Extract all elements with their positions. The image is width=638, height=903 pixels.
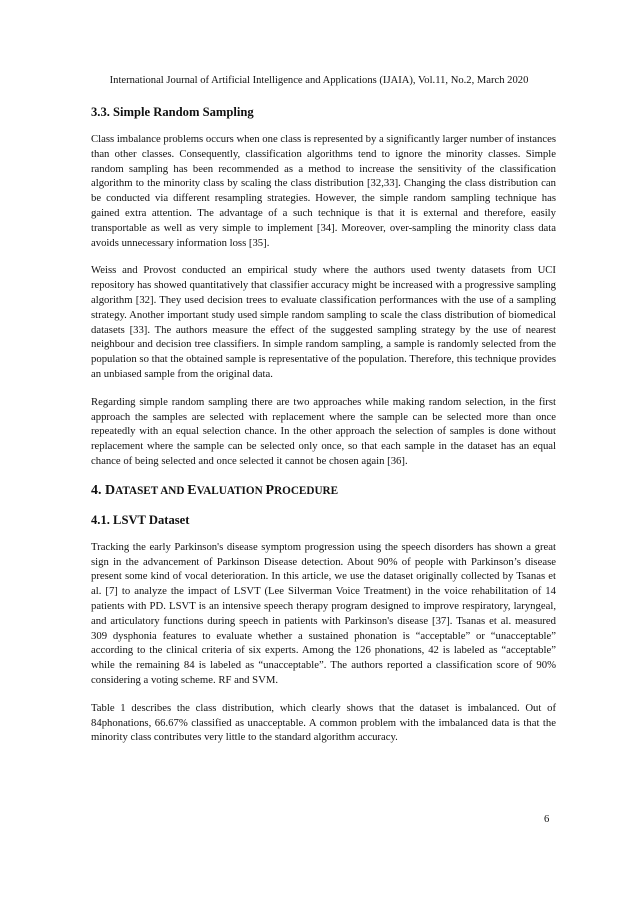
section-4-1-heading: 4.1. LSVT Dataset bbox=[91, 512, 190, 527]
running-header: International Journal of Artificial Intelligence and Applications (IJAIA), Vol.11, No.2, March 2020 bbox=[109, 75, 529, 86]
section-3-3-paragraph-2: Weiss and Provost conducted an empirical study where the authors used twenty datasets from UCI repository has showed quantitatively that classifier accuracy might be increased with a progressive sampling algorithm [32]. They used decision trees to evaluate classification performances with the use of a sampling strategy. Another important study used simple random sampling to scale the class distribution of biomedical datasets [33]. The authors measure the effect of the suggested sampling strategy by the use of nearest neighbour and decision tree classifiers. In simple random sampling, a sample is randomly selected from the population so that the obtained sample is representative of the population. Therefore, this technique provides an unbiased sample from the original data. bbox=[91, 264, 556, 380]
section-4-smallcaps-2: VALUATION bbox=[196, 484, 266, 497]
section-4-cap-3: P bbox=[265, 482, 275, 498]
section-4-number: 4. bbox=[91, 482, 105, 498]
page-content bbox=[91, 104, 556, 758]
section-4-1-paragraph-2: Table 1 describes the class distribution, which clearly shows that the dataset is imbalanced. Out of 84phonations, 66.67% classified as unacceptable. A common problem with the imbalanced data is that the minority class contributes very little to the standard algorithm accuracy. bbox=[91, 701, 556, 744]
section-4-cap-1: D bbox=[105, 482, 116, 498]
section-3-3-paragraph-3: Regarding simple random sampling there are two approaches while making random selection, in the first approach the samples are selected with replacement where the sample can be selected more than once repeatedly with an equal selection chance. In the other approach the selection of samples is done without replacement where the sample can be selected only once, so that each sample in the dataset has an equal chance of being selected and once selected it cannot be chosen again [36]. bbox=[91, 395, 556, 467]
section-4-cap-2: E bbox=[187, 482, 197, 498]
page-number: 6 bbox=[544, 814, 550, 825]
section-4-heading bbox=[91, 482, 556, 500]
section-3-3-paragraph-1: Class imbalance problems occurs when one class is represented by a significantly larger number of instances than other classes. Consequently, classification algorithms tend to ignore the minority classes. Simple random sampling has been recommended as a method to increase the sensitivity of the classification algorithm to the minority class by scaling the class distribution [32,33]. Changing the class distribution can be conducted via different resampling strategies. However, the simple random sampling technique has gained extra attention. The advantage of a such technique is that it is external and therefore, easily transportable as well as very simple to implement [34]. Moreover, over-sampling the minority class data avoids unnecessary information loss [35]. bbox=[91, 133, 556, 249]
section-3-3-heading: 3.3. Simple Random Sampling bbox=[91, 105, 254, 119]
section-4-smallcaps-3: ROCEDURE bbox=[274, 484, 339, 497]
section-4-1-paragraph-1: Tracking the early Parkinson's disease symptom progression using the speech disorders has shown a great sign in the advancement of Parkinson Disease detection. About 90% of people with Parkinson’s disease present some kind of vocal deterioration. In this article, we use the dataset originally collected by Tsanas et al. [7] to analyze the impact of LSVT (Lee Silverman Voice Treatment) in the voice rehabilitation of 14 patients with PD. LSVT is an intensive speech therapy program designed to improve respiratory, laryngeal, and articulatory functions during speech in patients with Parkinson's disease [37]. Tsanas et al. measured 309 dysphonia features to evaluate whether a sustained phonation is “acceptable” or “unacceptable” according to the clinical criteria of six experts. Among the 126 phonations, 42 is labeled as “acceptable” while the remaining 84 is labeled as “unacceptable”. The authors reported a classification score of 90% considering a voting scheme. RF and SVM. bbox=[91, 540, 556, 686]
section-4-smallcaps-1: ATASET AND bbox=[115, 484, 188, 497]
